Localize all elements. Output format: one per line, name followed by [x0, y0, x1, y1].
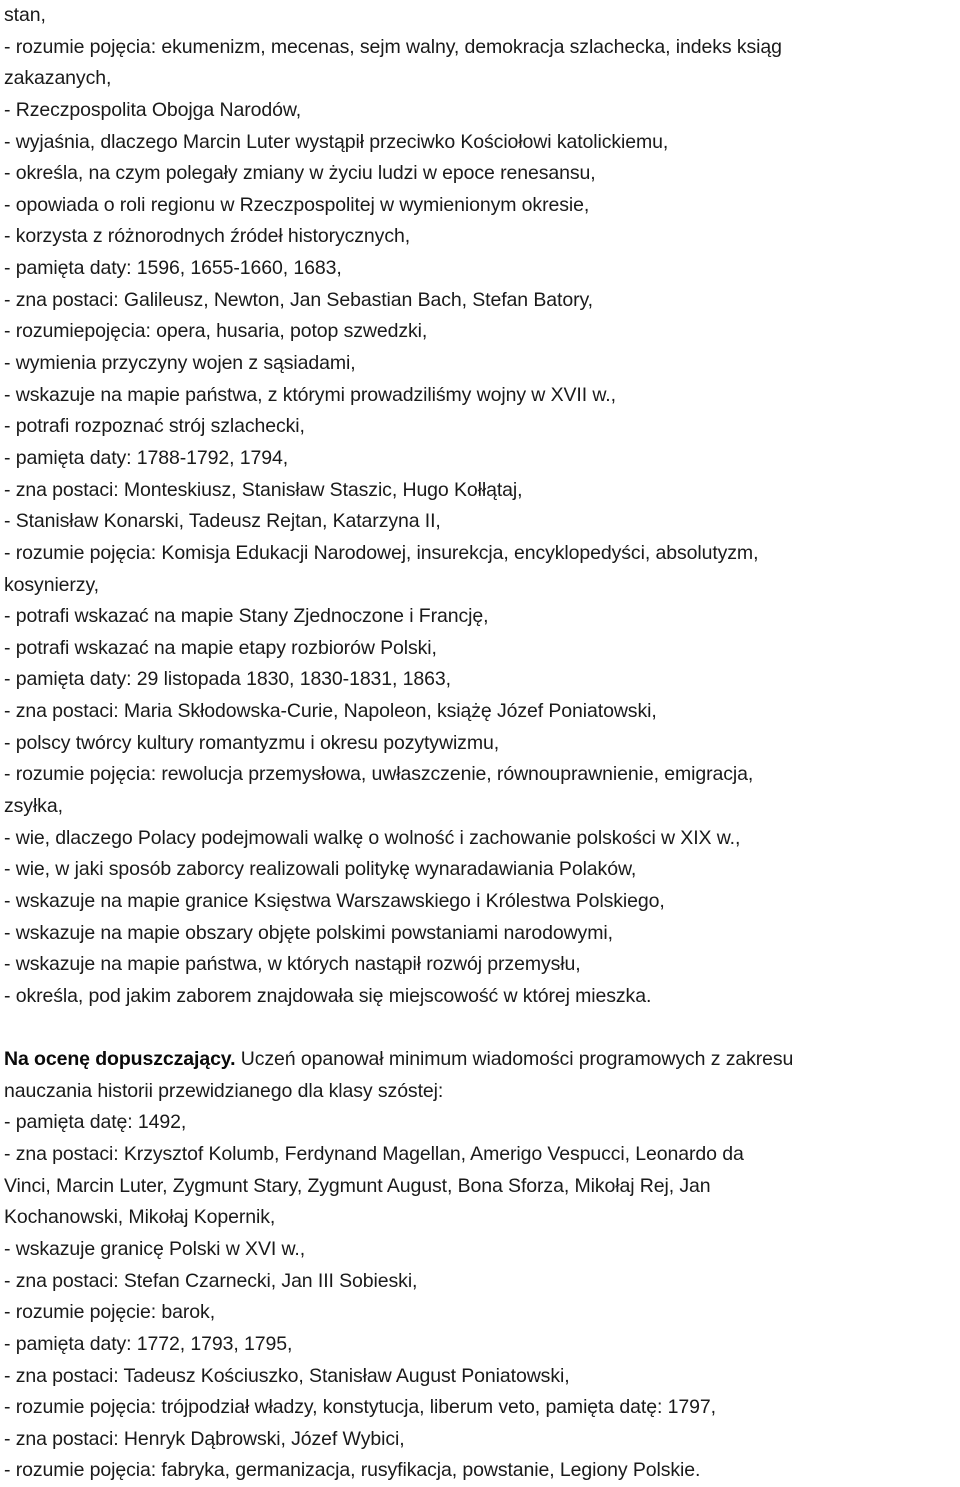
grade-requirements-list — [4, 1076, 956, 1487]
text-line: - wie, dlaczego Polacy podejmowali walkę o wolność i zachowanie polskości w XIX w., — [4, 826, 741, 849]
text-line: - rozumiepojęcia: opera, husaria, potop szwedzki, — [4, 320, 428, 343]
text-line: - opowiada o roli regionu w Rzeczpospolitej w wymienionym okresie, — [4, 193, 590, 216]
text-line: - wyjaśnia, dlaczego Marcin Luter wystąpił przeciwko Kościołowi katolickiemu, — [4, 130, 669, 153]
text-line: - Rzeczpospolita Obojga Narodów, — [4, 98, 302, 121]
text-line: - potrafi wskazać na mapie etapy rozbiorów Polski, — [4, 636, 437, 659]
text-line: - polscy twórcy kultury romantyzmu i okresu pozytywizmu, — [4, 731, 500, 754]
text-line: - rozumie pojęcia: rewolucja przemysłowa, uwłaszczenie, równouprawnienie, emigracja, — [4, 763, 754, 786]
text-line: stan, — [4, 4, 46, 26]
text-line: - pamięta daty: 1788-1792, 1794, — [4, 446, 289, 469]
text-line: - wymienia przyczyny wojen z sąsiadami, — [4, 352, 356, 375]
text-line: - pamięta datę: 1492, — [4, 1111, 187, 1134]
text-line: - wskazuje na mapie państwa, w których nastąpił rozwój przemysłu, — [4, 953, 581, 976]
text-line: - zna postaci: Krzysztof Kolumb, Ferdynand Magellan, Amerigo Vespucci, Leonardo da — [4, 1143, 744, 1166]
text-line: - wskazuje na mapie państwa, z którymi prowadziliśmy wojny w XVII w., — [4, 383, 616, 406]
text-line: - potrafi rozpoznać strój szlachecki, — [4, 415, 305, 438]
text-line: - potrafi wskazać na mapie Stany Zjednoczone i Francję, — [4, 605, 489, 628]
text-line: - rozumie pojęcia: trójpodział władzy, konstytucja, liberum veto, pamięta datę: 1797, — [4, 1396, 716, 1419]
text-line: - wie, w jaki sposób zaborcy realizowali politykę wynaradawiania Polaków, — [4, 858, 637, 881]
text-line: - określa, na czym polegały zmiany w życiu ludzi w epoce renesansu, — [4, 162, 596, 185]
text-line: zsyłka, — [4, 795, 63, 818]
grade-heading-line — [4, 1044, 956, 1076]
text-line: - rozumie pojęcia: fabryka, germanizacja, rusyfikacja, powstanie, Legiony Polskie. — [4, 1459, 701, 1482]
text-line: - pamięta daty: 1596, 1655-1660, 1683, — [4, 257, 342, 280]
text-line: - rozumie pojęcie: barok, — [4, 1301, 216, 1324]
grade-dopuszczajacy-section — [4, 1044, 956, 1487]
grade-heading-bold: Na ocenę dopuszczający. — [4, 1048, 236, 1071]
text-line: - zna postaci: Stefan Czarnecki, Jan III Sobieski, — [4, 1269, 418, 1292]
text-line: - Stanisław Konarski, Tadeusz Rejtan, Katarzyna II, — [4, 510, 441, 533]
text-line: zakazanych, — [4, 67, 112, 90]
text-line: - wskazuje na mapie obszary objęte polskimi powstaniami narodowymi, — [4, 921, 613, 944]
text-line: kosynierzy, — [4, 573, 99, 596]
text-line: Vinci, Marcin Luter, Zygmunt Stary, Zygmunt August, Bona Sforza, Mikołaj Rej, Jan — [4, 1174, 711, 1197]
requirements-list-section — [4, 0, 956, 1013]
text-line: nauczania historii przewidzianego dla klasy szóstej: — [4, 1079, 444, 1102]
text-line: - zna postaci: Galileusz, Newton, Jan Sebastian Bach, Stefan Batory, — [4, 288, 593, 311]
text-line: - pamięta daty: 1772, 1793, 1795, — [4, 1332, 293, 1355]
text-line: - zna postaci: Henryk Dąbrowski, Józef Wybici, — [4, 1427, 405, 1450]
paragraph-gap — [4, 1013, 956, 1045]
text-line: - zna postaci: Maria Skłodowska-Curie, Napoleon, książę Józef Poniatowski, — [4, 700, 657, 723]
text-line: - wskazuje na mapie granice Księstwa Warszawskiego i Królestwa Polskiego, — [4, 889, 665, 912]
text-line: - pamięta daty: 29 listopada 1830, 1830-1831, 1863, — [4, 668, 451, 691]
document-page — [4, 0, 956, 1487]
text-line: - zna postaci: Tadeusz Kościuszko, Stanisław August Poniatowski, — [4, 1364, 570, 1387]
grade-heading-text: Uczeń opanował minimum wiadomości programowych z zakresu — [235, 1048, 794, 1071]
text-line: - określa, pod jakim zaborem znajdowała się miejscowość w której mieszka. — [4, 984, 652, 1007]
text-line: - korzysta z różnorodnych źródeł historycznych, — [4, 225, 411, 248]
text-line: - rozumie pojęcia: Komisja Edukacji Narodowej, insurekcja, encyklopedyści, absolutyzm, — [4, 541, 759, 564]
text-line: Kochanowski, Mikołaj Kopernik, — [4, 1206, 276, 1229]
text-line: - rozumie pojęcia: ekumenizm, mecenas, sejm walny, demokracja szlachecka, indeks ksiąg — [4, 35, 782, 58]
text-line: - wskazuje granicę Polski w XVI w., — [4, 1237, 306, 1260]
text-line: - zna postaci: Monteskiusz, Stanisław Staszic, Hugo Kołłątaj, — [4, 478, 523, 501]
